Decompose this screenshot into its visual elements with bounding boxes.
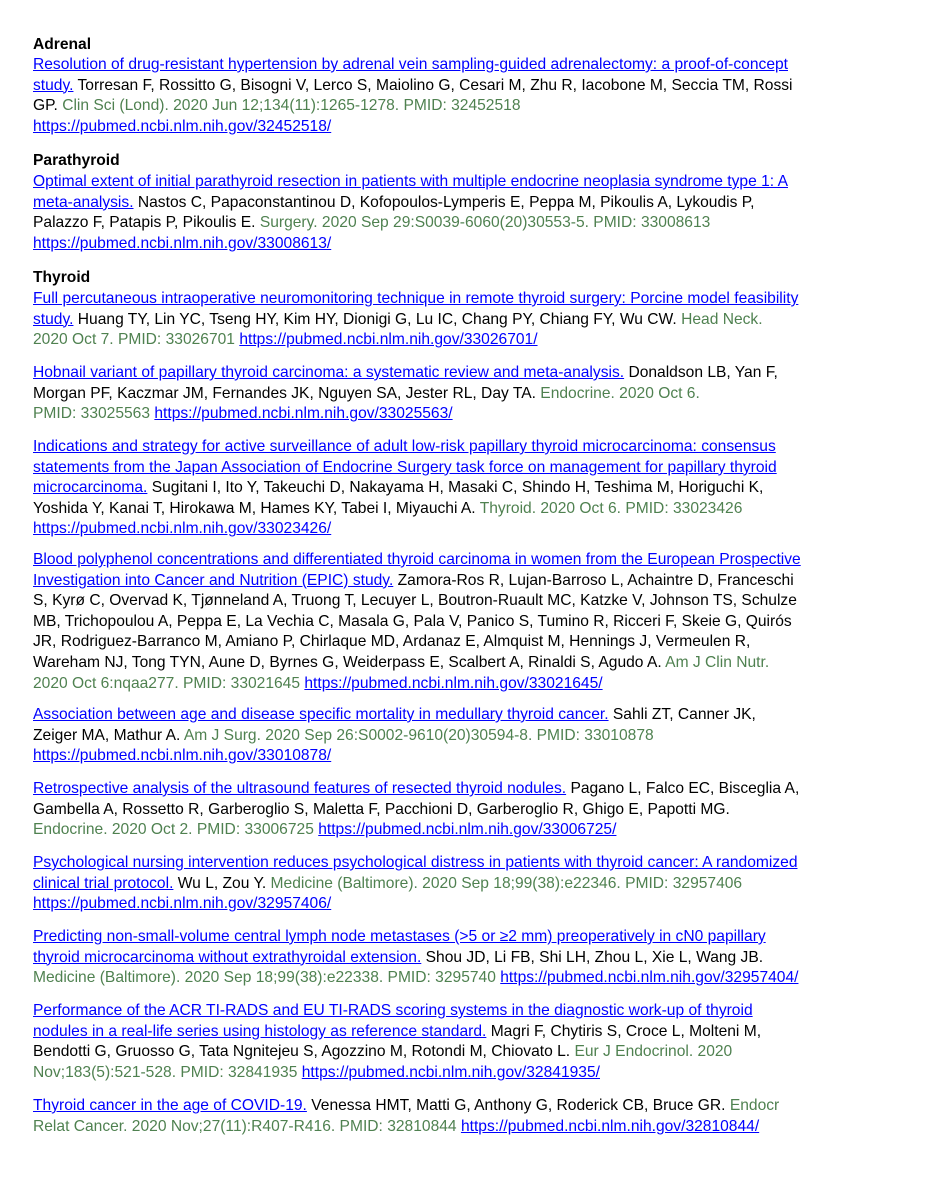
- reference-title-link[interactable]: Optimal extent of initial parathyroid resection in patients with multiple endocrine neoplasia syndrome type 1: A: [33, 173, 788, 190]
- reference-journal: Endocrine. 2020 Oct 6.: [540, 384, 700, 402]
- reference-authors: Zamora-Ros R, Lujan-Barroso L, Achaintre D, Franceschi: [397, 571, 794, 589]
- reference-thyroid-10: [33, 1096, 903, 1137]
- reference-journal: Head Neck.: [681, 310, 763, 328]
- reference-authors: S, Kyrø C, Overvad K, Tjønneland A, Truong T, Lecuyer L, Boutron-Ruault MC, Katzke V, Johnson TS, Schulze: [33, 592, 797, 610]
- reference-authors: Huang TY, Lin YC, Tseng HY, Kim HY, Dionigi G, Lu IC, Chang PY, Chiang FY, Wu CW.: [77, 310, 677, 328]
- section-heading-thyroid: Thyroid: [33, 269, 91, 286]
- pubmed-link[interactable]: https://pubmed.ncbi.nlm.nih.gov/32810844/: [460, 1117, 760, 1135]
- reference-authors: Sugitani I, Ito Y, Takeuchi D, Nakayama H, Masaki C, Shindo H, Teshima M, Horiguchi K,: [151, 479, 764, 497]
- reference-parathyroid-1: [33, 172, 903, 254]
- reference-authors: Shou JD, Li FB, Shi LH, Zhou L, Xie L, Wang JB.: [425, 948, 764, 966]
- pubmed-link[interactable]: https://pubmed.ncbi.nlm.nih.gov/33025563/: [154, 405, 453, 423]
- reference-journal: Clin Sci (Lond). 2020 Jun 12;134(11):1265-1278. PMID: 32452518: [62, 97, 521, 115]
- reference-thyroid-6: [33, 779, 903, 841]
- reference-title-link[interactable]: Full percutaneous intraoperative neuromonitoring technique in remote thyroid surgery: Porcine model feasibility: [33, 290, 799, 307]
- reference-journal: Endocr: [729, 1097, 780, 1114]
- reference-thyroid-1: [33, 289, 903, 351]
- pubmed-link[interactable]: https://pubmed.ncbi.nlm.nih.gov/32452518/: [33, 117, 332, 135]
- reference-thyroid-8: [33, 927, 903, 989]
- reference-journal: Eur J Endocrinol. 2020: [574, 1043, 733, 1061]
- reference-journal: 2020 Oct 7. PMID: 33026701: [33, 331, 235, 349]
- reference-journal: Endocrine. 2020 Oct 2. PMID: 33006725: [33, 821, 314, 839]
- section-heading-adrenal: Adrenal: [33, 36, 92, 53]
- reference-authors: Yoshida Y, Kanai T, Hirokawa M, Hames KY, Tabei I, Miyauchi A.: [33, 499, 476, 517]
- reference-title-link[interactable]: study.: [33, 310, 74, 328]
- reference-title-link[interactable]: study.: [33, 76, 74, 94]
- reference-title-link[interactable]: Thyroid cancer in the age of COVID-19.: [33, 1097, 307, 1114]
- reference-title-link[interactable]: nodules in a real-life series using histology as reference standard.: [33, 1022, 487, 1040]
- reference-authors: JR, Rodriguez-Barranco M, Amiano P, Chirlaque MD, Ardanaz E, Almquist M, Hennings J, Vermeulen R,: [33, 633, 751, 651]
- reference-authors: Torresan F, Rossitto G, Bisogni V, Lerco S, Maiolino G, Cesari M, Zhu R, Iacobone M, Seccia TM, Rossi: [77, 76, 793, 94]
- reference-authors: Zeiger MA, Mathur A.: [33, 726, 181, 744]
- reference-journal: Medicine (Baltimore). 2020 Sep 18;99(38):e22338. PMID: 3295740: [33, 969, 496, 987]
- reference-title-link[interactable]: Association between age and disease specific mortality in medullary thyroid cancer.: [33, 706, 609, 723]
- reference-thyroid-5: [33, 705, 903, 767]
- reference-authors: Sahli ZT, Canner JK,: [612, 706, 756, 723]
- reference-thyroid-2: [33, 363, 903, 425]
- pubmed-link[interactable]: https://pubmed.ncbi.nlm.nih.gov/33006725/: [318, 821, 617, 839]
- pubmed-link[interactable]: https://pubmed.ncbi.nlm.nih.gov/32957404/: [500, 969, 799, 987]
- reference-authors: Morgan PF, Kaczmar JM, Fernandes JK, Nguyen SA, Jester RL, Day TA.: [33, 384, 536, 402]
- reference-journal: 2020 Oct 6:nqaa277. PMID: 33021645: [33, 674, 301, 692]
- reference-journal: PMID: 33025563: [33, 405, 151, 423]
- reference-thyroid-4: [33, 550, 903, 694]
- reference-authors: MB, Trichopoulou A, Peppa E, La Vechia C, Masala G, Pala V, Panico S, Tumino R, Ricceri F, Skeie G, Quirós: [33, 612, 792, 630]
- pubmed-link[interactable]: https://pubmed.ncbi.nlm.nih.gov/33023426/: [33, 520, 332, 538]
- reference-title-link[interactable]: Blood polyphenol concentrations and differentiated thyroid carcinoma in women from the European Prospective: [33, 551, 801, 568]
- reference-title-link[interactable]: Retrospective analysis of the ultrasound features of resected thyroid nodules.: [33, 780, 567, 797]
- reference-journal: Nov;183(5):521-528. PMID: 32841935: [33, 1063, 298, 1081]
- reference-title-link[interactable]: Hobnail variant of papillary thyroid carcinoma: a systematic review and meta-analysis.: [33, 364, 625, 381]
- reference-title-link[interactable]: clinical trial protocol.: [33, 874, 174, 892]
- reference-authors: GP.: [33, 97, 58, 115]
- pubmed-link[interactable]: https://pubmed.ncbi.nlm.nih.gov/33026701/: [239, 331, 538, 349]
- pubmed-link[interactable]: https://pubmed.ncbi.nlm.nih.gov/32957406/: [33, 895, 332, 913]
- reference-authors: Donaldson LB, Yan F,: [628, 364, 778, 381]
- reference-title-link[interactable]: microcarcinoma.: [33, 479, 148, 497]
- reference-authors: Nastos C, Papaconstantinou D, Kofopoulos-Lymperis E, Peppa M, Pikoulis A, Lykoudis P,: [137, 193, 755, 211]
- reference-title-link[interactable]: Investigation into Cancer and Nutrition (EPIC) study.: [33, 571, 394, 589]
- reference-title-link[interactable]: Performance of the ACR TI-RADS and EU TI-RADS scoring systems in the diagnostic work-up of thyroid: [33, 1002, 753, 1019]
- reference-thyroid-9: [33, 1001, 903, 1083]
- reference-title-link[interactable]: meta-analysis.: [33, 193, 134, 211]
- pubmed-link[interactable]: https://pubmed.ncbi.nlm.nih.gov/33021645/: [304, 674, 603, 692]
- reference-authors: Bendotti G, Gruosso G, Tata Ngnitejeu S, Agozzino M, Rotondi M, Chiovato L.: [33, 1043, 571, 1061]
- reference-title-link[interactable]: Resolution of drug-resistant hypertension by adrenal vein sampling-guided adrenalectomy: a proof-of-concept: [33, 56, 788, 73]
- reference-authors: Venessa HMT, Matti G, Anthony G, Roderick CB, Bruce GR.: [311, 1097, 726, 1114]
- reference-authors: Wu L, Zou Y.: [177, 874, 267, 892]
- reference-journal: Am J Surg. 2020 Sep 26:S0002-9610(20)30594-8. PMID: 33010878: [183, 726, 654, 744]
- reference-authors: Pagano L, Falco EC, Bisceglia A,: [570, 780, 800, 797]
- pubmed-link[interactable]: https://pubmed.ncbi.nlm.nih.gov/33008613/: [33, 234, 332, 252]
- reference-authors: Palazzo F, Patapis P, Pikoulis E.: [33, 214, 256, 232]
- reference-title-link[interactable]: Psychological nursing intervention reduces psychological distress in patients with thyroid cancer: A randomized: [33, 854, 798, 871]
- pubmed-link[interactable]: https://pubmed.ncbi.nlm.nih.gov/33010878/: [33, 747, 332, 765]
- reference-authors: Magri F, Chytiris S, Croce L, Molteni M,: [490, 1022, 762, 1040]
- reference-title-link[interactable]: statements from the Japan Association of Endocrine Surgery task force on management for papillary thyroid: [33, 458, 777, 476]
- reference-thyroid-7: [33, 853, 903, 915]
- reference-authors: Gambella A, Rossetto R, Garberoglio S, Maletta F, Pacchioni D, Garberoglio R, Ghigo E, Papotti MG.: [33, 800, 730, 818]
- pubmed-link[interactable]: https://pubmed.ncbi.nlm.nih.gov/32841935/: [301, 1063, 600, 1081]
- reference-title-link[interactable]: thyroid microcarcinoma without extrathyroidal extension.: [33, 948, 422, 966]
- reference-journal: Am J Clin Nutr.: [665, 653, 770, 671]
- reference-title-link[interactable]: Indications and strategy for active surveillance of adult low-risk papillary thyroid microcarcinoma: consensus: [33, 438, 776, 455]
- reference-title-link[interactable]: Predicting non-small-volume central lymph node metastases (>5 or ≥2 mm) preoperatively in cN0 papillary: [33, 928, 766, 945]
- reference-journal: Surgery. 2020 Sep 29:S0039-6060(20)30553-5. PMID: 33008613: [259, 214, 711, 232]
- section-heading-parathyroid: Parathyroid: [33, 152, 120, 169]
- reference-journal: Relat Cancer. 2020 Nov;27(11):R407-R416. PMID: 32810844: [33, 1117, 457, 1135]
- reference-thyroid-3: [33, 437, 903, 540]
- reference-journal: Thyroid. 2020 Oct 6. PMID: 33023426: [479, 499, 743, 517]
- reference-authors: Wareham NJ, Tong TYN, Aune D, Byrnes G, Weiderpass E, Scalbert A, Rinaldi S, Agudo A.: [33, 653, 662, 671]
- reference-adrenal-1: [33, 55, 903, 137]
- reference-journal: Medicine (Baltimore). 2020 Sep 18;99(38):e22346. PMID: 32957406: [270, 874, 743, 892]
